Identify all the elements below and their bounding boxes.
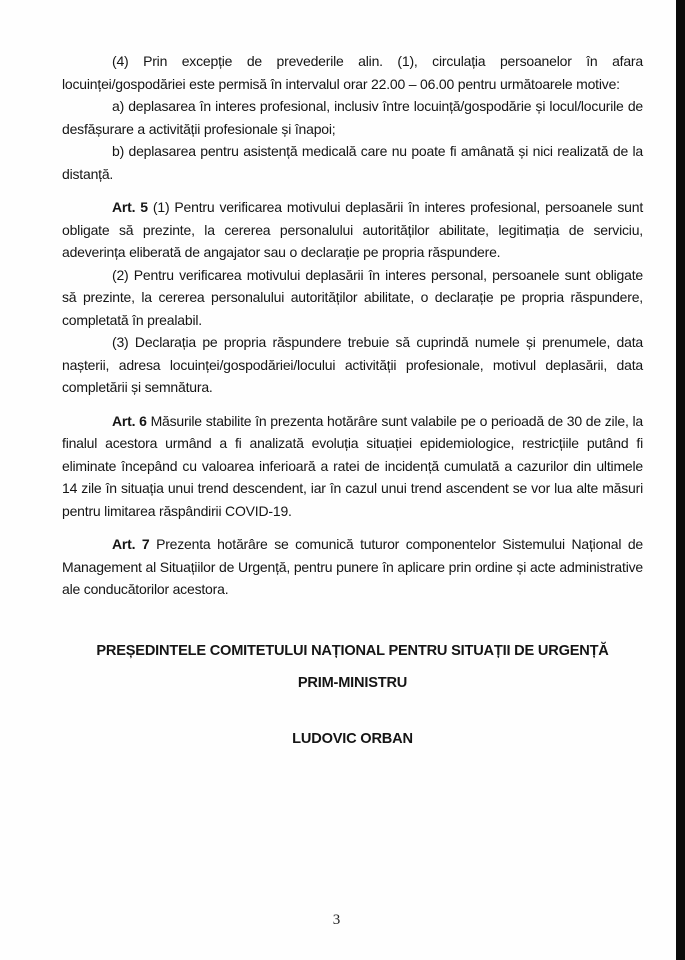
article-number: Art. 6	[112, 412, 151, 429]
paragraph-art-7	[62, 533, 643, 601]
paragraph-text: (3) Declarația pe propria răspundere trebuie să cuprindă numele și prenumele, data nașterii, adresa locuinței/gospodăriei/locului activității profesionale, motivul deplasării, data completării și semnătura.	[62, 334, 643, 395]
paragraph-litera-b	[62, 140, 643, 185]
paragraph-alin-4	[62, 50, 643, 95]
paragraph-text: (2) Pentru verificarea motivului deplasării în interes personal, persoanele sunt obligate să prezinte, la cererea personalului autorităților abilitate, o declarație pe propria răspundere, completată în prealabil.	[62, 266, 643, 328]
paragraph-text: Prezenta hotărâre se comunică tuturor componentelor Sistemului Național de Management al Situațiilor de Urgență, pentru punere în aplicare prin ordine și acte administrative ale conducătorilor acestora.	[62, 536, 643, 597]
paragraph-art-6	[62, 410, 643, 523]
document-body	[62, 50, 643, 750]
paragraph-text: b) deplasarea pentru asistență medicală care nu poate fi amânată și nici realizată de la distanță.	[62, 143, 643, 182]
paragraph-text: (1) Pentru verificarea motivului deplasării în interes profesional, persoanele sunt obligate să prezinte, la cererea personalului autorităților abilitate, legitimația de serviciu, adeverința eliberată de angajator sau o declarație pe propria răspundere.	[62, 199, 644, 260]
paragraph-art-5-alin-1	[62, 196, 643, 264]
paragraph-text: a) deplasarea în interes profesional, inclusiv între locuință/gospodărie și locul/locurile de desfășurare a activității profesionale și înapoi;	[62, 98, 643, 137]
signature-title: PREȘEDINTELE COMITETULUI NAȚIONAL PENTRU SITUAȚII DE URGENȚĂ	[96, 642, 609, 659]
paragraph-text: Măsurile stabilite în prezenta hotărâre sunt valabile pe o perioadă de 30 de zile, la finalul acestora urmând a fi analizată evoluția situației epidemiologice, restricțiile putând fi eliminate începând cu valoarea inferioară a ratei de incidență cumulată a cazurilor din ultimele 14 zile în situația unui trend descendent, iar în cazul unui trend ascendent se vor lua alte măsuri pentru limitarea răspândirii COVID-19.	[62, 412, 643, 519]
signature-block	[62, 640, 643, 751]
signature-role: PRIM-MINISTRU	[297, 675, 408, 691]
page-number: 3	[332, 912, 341, 928]
article-number: Art. 7	[112, 536, 157, 552]
paragraph-art-5-alin-3	[62, 331, 643, 399]
signature-name: LUDOVIC ORBAN	[292, 730, 413, 747]
scan-edge-artifact	[676, 0, 685, 960]
paragraph-litera-a	[62, 95, 643, 140]
article-number: Art. 5	[112, 199, 153, 215]
paragraph-art-5-alin-2	[62, 264, 643, 332]
paragraph-text: (4) Prin excepție de prevederile alin. (1), circulația persoanelor în afara locuinței/gospodăriei este permisă în intervalul orar 22.00 – 06.00 pentru următoarele motive:	[62, 53, 643, 92]
